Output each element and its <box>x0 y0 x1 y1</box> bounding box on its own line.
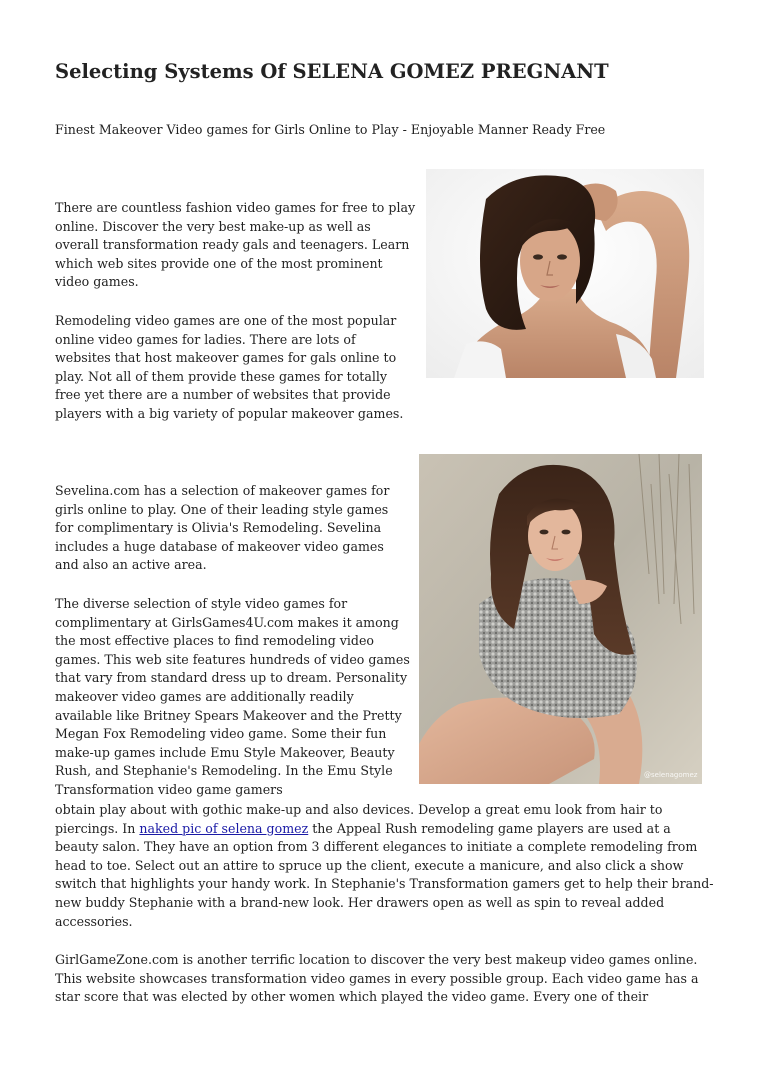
paragraph-3: Sevelina.com has a selection of makeover games for girls online to play. One of their leading style games for complimentary is Olivia's Remodeling. Sevelina includes a huge database of makeover video games and also an active area. <box>55 483 390 573</box>
portrait-photo-2 <box>419 454 702 784</box>
paragraph-5-text-a: obtain play about with gothic make-up and also devices. Develop a great emu look from hair to piercings. In <box>55 802 663 836</box>
page-title: Selecting Systems Of SELENA GOMEZ PREGNANT <box>55 60 609 83</box>
paragraph-2: Remodeling video games are one of the most popular online video games for ladies. There are lots of websites that host makeover games for gals online to play. Not all of them provide these games for totally free yet there are a number of websites that provide players with a big variety of popular makeover games. <box>55 313 404 421</box>
portrait-photo-1 <box>426 169 704 378</box>
paragraph-1: There are countless fashion video games for free to play online. Discover the very best make-up as well as overall transformation ready gals and teenagers. Learn which web sites provide one of the most prominent video games. <box>55 200 416 290</box>
paragraph-4: The diverse selection of style video games for complimentary at GirlsGames4U.com makes it among the most effective places to find remodeling video games. This web site features hundreds of video games that vary from standard dress up to dream. Personality makeover video games are additionally readily available like Britney Spears Makeover and the Pretty Megan Fox Remodeling video game. Some their fun make-up games include Emu Style Makeover, Beauty Rush, and Stephanie's Remodeling. In the Emu Style Transformation video game gamers <box>55 596 410 797</box>
paragraph-5 <box>55 801 715 931</box>
page-subtitle: Finest Makeover Video games for Girls Online to Play - Enjoyable Manner Ready Free <box>55 122 606 137</box>
photo-watermark: @selenagomez <box>644 771 698 779</box>
paragraph-6: GirlGameZone.com is another terrific location to discover the very best makeup video games online. This website showcases transformation video games in every possible group. Each video game has a star score that was elected by other women which played the video game. Every one of their <box>55 952 699 1005</box>
paragraph-5-text-b: the Appeal Rush remodeling game players are used at a beauty salon. They have an option from 3 different elegances to initiate a complete remodeling from head to toe. Select out an attire to spruce up the client, execute a manicure, and also click a show switch that highlights your handy work. In Stephanie's Transformation gamers get to help their brand-new buddy Stephanie with a brand-new look. Her drawers open as well as spin to reveal added accessories. <box>55 820 714 929</box>
selena-photo-link[interactable]: naked pic of selena gomez <box>139 820 309 836</box>
